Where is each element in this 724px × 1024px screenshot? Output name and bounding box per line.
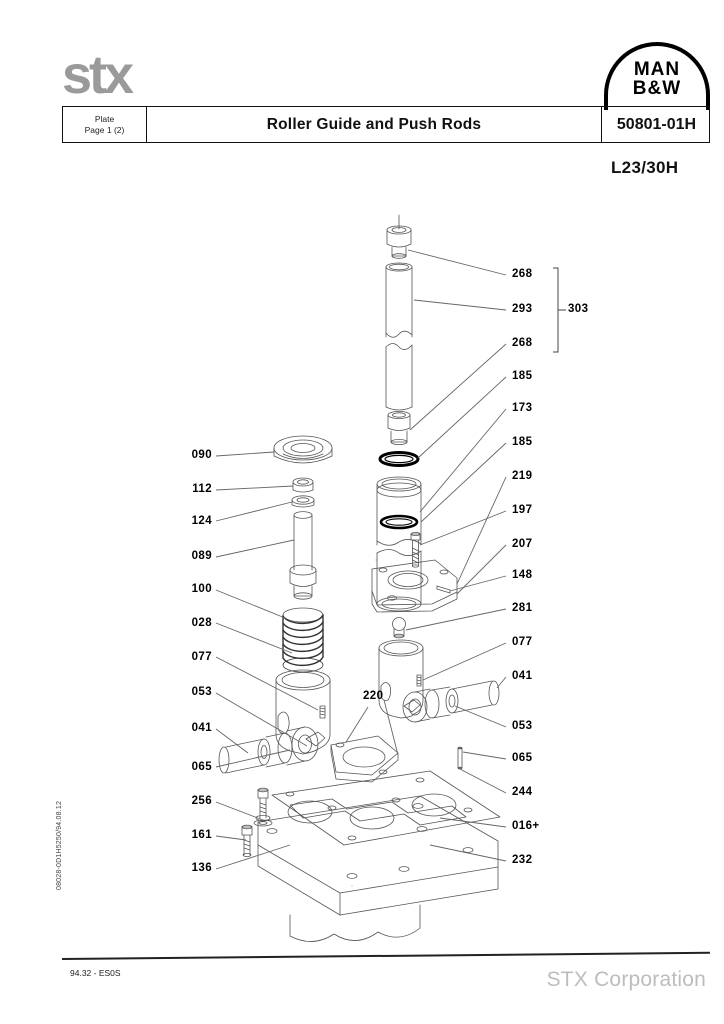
engine-model: L23/30H: [611, 158, 679, 177]
callout-right-207: 207: [512, 538, 533, 550]
callout-left-077: 077: [191, 651, 212, 663]
callout-left-053: 053: [191, 686, 212, 698]
callout-left-090: 090: [191, 449, 212, 461]
callout-left-136: 136: [191, 862, 212, 874]
callout-left-065: 065: [191, 761, 212, 773]
callout-left-161: 161: [191, 829, 212, 841]
callout-right-041: 041: [512, 670, 533, 682]
callout-group-303: 303: [568, 303, 589, 315]
callout-left-100: 100: [191, 583, 212, 595]
callout-right-293: 293: [512, 303, 533, 315]
callout-right-268: 268: [512, 337, 533, 349]
callout-left-028: 028: [191, 617, 212, 629]
callout-left-256: 256: [191, 795, 212, 807]
callout-center-220: 220: [363, 690, 384, 702]
callout-right-016+: 016+: [512, 820, 540, 832]
callout-right-053: 053: [512, 720, 533, 732]
footer-company: STX Corporation: [546, 968, 706, 991]
logo-line-2: B&W: [632, 78, 682, 99]
callout-left-124: 124: [191, 515, 212, 527]
callout-left-112: 112: [192, 483, 212, 495]
stx-logo: stx: [62, 45, 132, 105]
callout-right-281: 281: [512, 602, 533, 614]
callout-right-268: 268: [512, 268, 533, 280]
callout-right-185: 185: [512, 436, 533, 448]
plate-code: 50801-01H: [616, 115, 697, 133]
callout-right-244: 244: [512, 786, 533, 798]
footer-revision-code: 94.32 - ES0S: [70, 968, 121, 978]
callout-right-185: 185: [512, 370, 533, 382]
callout-right-173: 173: [512, 402, 533, 414]
logo-line-1: MAN: [633, 59, 681, 80]
callout-right-232: 232: [512, 854, 533, 866]
page-label: Page 1 (2): [84, 124, 125, 135]
callout-right-197: 197: [512, 504, 533, 516]
page-title: Roller Guide and Push Rods: [147, 107, 602, 142]
callout-left-089: 089: [191, 550, 212, 562]
callout-right-077: 077: [512, 636, 533, 648]
document-side-code: 08028-0D1H5250/94.08.12: [56, 800, 63, 890]
callout-left-041: 041: [191, 722, 212, 734]
plate-label: Plate: [94, 113, 115, 124]
callout-right-148: 148: [512, 569, 533, 581]
callout-right-065: 065: [512, 752, 533, 764]
callout-right-219: 219: [512, 470, 533, 482]
